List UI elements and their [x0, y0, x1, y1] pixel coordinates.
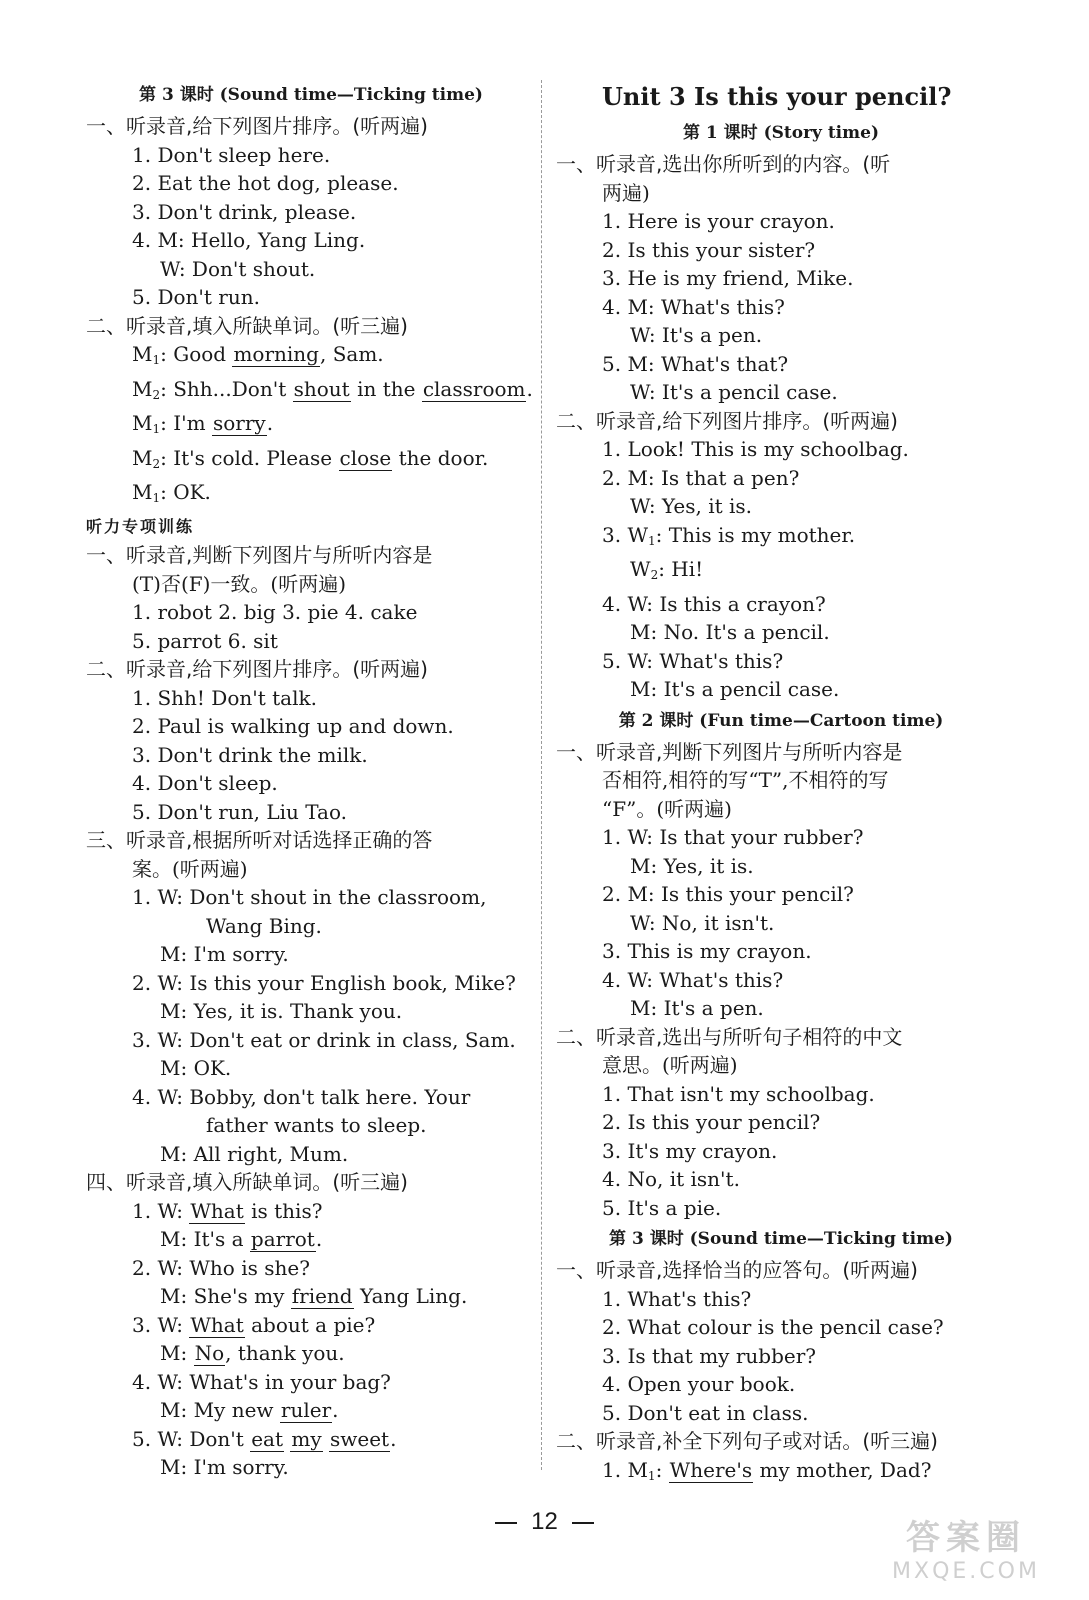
page-number-dash-right [572, 1522, 594, 1524]
text-segment: 1. M [602, 1457, 648, 1482]
text-segment: M: She's my [160, 1284, 291, 1308]
watermark-logo-text: 答案圈 [906, 1518, 1026, 1558]
text-segment: Yang Ling. [353, 1284, 468, 1308]
content-line: 1. Shh! Don't talk. [132, 685, 317, 710]
filled-blank: morning [233, 342, 319, 366]
text-segment: in the [350, 376, 422, 401]
content-line: 3. He is my friend, Mike. [602, 266, 854, 290]
content-line: 4. M: Hello, Yang Ling. [132, 228, 366, 252]
content-line: 2. Eat the hot dog, please. [132, 171, 399, 195]
text-segment: : Hi! [658, 557, 704, 581]
dialogue-line: M: I'm sorry. [160, 942, 289, 966]
content-line: 5. Don't run, Liu Tao. [132, 799, 347, 824]
speaker-subscript: 1 [152, 353, 161, 367]
content-line: 5. parrot 6. sit [132, 628, 278, 653]
text-segment: : This is my mother. [655, 522, 856, 547]
dialogue-line [86, 1339, 536, 1368]
text-segment: M: My new [160, 1398, 280, 1422]
content-line: 3. This is my crayon. [602, 939, 812, 963]
section-heading: 二、听录音,选出与所听句子相符的中文 [556, 1024, 903, 1049]
content-line: “F”。(听两遍) [602, 796, 732, 821]
speaker-subscript: 1 [152, 491, 161, 505]
content-line: (T)否(F)一致。(听两遍) [132, 571, 347, 596]
dialogue-line: W: Yes, it is. [630, 494, 753, 518]
special-training-heading: 听力专项训练 [86, 516, 195, 536]
section-heading: 三、听录音,根据所听对话选择正确的答 [86, 828, 433, 852]
text-segment: : It's cold. Please [160, 445, 339, 470]
content-line: 1. Look! This is my schoolbag. [602, 437, 909, 461]
dialogue-line [86, 1225, 536, 1254]
text-segment: the door. [392, 445, 489, 470]
content-line [86, 1197, 536, 1226]
filled-blank: eat [251, 1426, 283, 1451]
text-segment: : [655, 1457, 669, 1482]
unit-title: Unit 3 Is this your pencil? [602, 82, 952, 111]
content-line: 4. W: What's this? [602, 967, 784, 992]
content-line: 1. Don't sleep here. [132, 142, 331, 167]
content-line [556, 521, 1006, 556]
content-line: 3. It's my crayon. [602, 1138, 778, 1163]
content-line [86, 444, 536, 479]
content-line: 2. Paul is walking up and down. [132, 714, 454, 738]
content-line: 1. W: Don't shout in the classroom, [132, 885, 487, 909]
text-segment: M [132, 376, 153, 401]
content-line: 否相符,相符的写“T”,不相符的写 [602, 768, 889, 792]
content-line: 5. W: What's this? [602, 648, 784, 673]
dialogue-line: M: No. It's a pencil. [630, 620, 830, 644]
section-heading: 一、听录音,选择恰当的应答句。(听两遍) [556, 1258, 918, 1282]
content-line [556, 1456, 1006, 1491]
filled-blank: sorry [212, 411, 266, 435]
text-segment: 3. W: [132, 1312, 190, 1337]
text-segment: M: It's a [160, 1227, 250, 1251]
content-line: 4. W: What's in your bag? [132, 1369, 391, 1394]
filled-blank: friend [291, 1284, 353, 1308]
page-number-dash-left [495, 1522, 517, 1524]
text-segment: M: [160, 1341, 194, 1365]
column-divider [541, 80, 542, 1470]
dialogue-line: M: All right, Mum. [160, 1141, 349, 1166]
content-line: 2. M: Is that a pen? [602, 465, 800, 490]
text-segment: M [132, 342, 153, 366]
filled-blank: No [194, 1341, 225, 1365]
filled-blank: shout [293, 376, 350, 401]
text-segment: : I'm [160, 411, 212, 435]
filled-blank: sweet [329, 1426, 390, 1451]
filled-blank: What [190, 1198, 244, 1223]
dialogue-line: M: Yes, it is. Thank you. [160, 999, 403, 1023]
text-segment: , Sam. [319, 342, 384, 366]
content-line: 2. Is this your sister? [602, 237, 816, 262]
speaker-subscript: 1 [152, 422, 161, 436]
content-line: 4. M: What's this? [602, 294, 785, 319]
speaker-subscript: 1 [648, 533, 656, 548]
text-segment: M [132, 480, 153, 504]
speaker-subscript: 2 [152, 456, 161, 471]
dialogue-line: M: It's a pen. [630, 996, 764, 1020]
text-segment: my mother, Dad? [753, 1457, 932, 1482]
lesson-heading: 第 2 课时 (Fun time—Cartoon time) [618, 710, 944, 731]
dialogue-line: W: It's a pen. [630, 323, 763, 347]
text-segment: about a pie? [244, 1312, 376, 1337]
content-line: 3. Don't drink the milk. [132, 742, 368, 767]
content-line: 1. robot 2. big 3. pie 4. cake [132, 600, 418, 624]
dialogue-line [86, 1396, 536, 1425]
content-line [86, 409, 536, 444]
content-line [86, 375, 536, 410]
filled-blank: parrot [250, 1227, 315, 1251]
left-column [86, 78, 536, 1482]
content-line: 5. M: What's that? [602, 351, 789, 376]
content-line: 4. Don't sleep. [132, 771, 278, 795]
content-line [86, 478, 536, 513]
text-segment: M [132, 445, 153, 470]
continuation-line: father wants to sleep. [206, 1113, 427, 1137]
content-line: 4. W: Bobby, don't talk here. Your [132, 1084, 471, 1109]
section-heading: 四、听录音,填入所缺单词。(听三遍) [86, 1170, 408, 1194]
content-line: 1. Here is your crayon. [602, 209, 835, 233]
content-line [86, 1311, 536, 1340]
text-segment: 5. W: Don't [132, 1426, 251, 1451]
watermark-url: MXQE.COM [892, 1559, 1040, 1584]
speaker-subscript: 2 [152, 387, 161, 402]
text-segment: : Shh...Don't [160, 376, 293, 401]
section-heading: 二、听录音,填入所缺单词。(听三遍) [86, 313, 408, 338]
section-heading: 一、听录音,判断下列图片与所听内容是 [86, 543, 433, 567]
text-segment: . [332, 1398, 339, 1422]
content-line: 意思。(听两遍) [602, 1053, 738, 1077]
content-line: 3. Don't drink, please. [132, 199, 357, 224]
content-line [86, 340, 536, 375]
content-line: 5. It's a pie. [602, 1195, 722, 1220]
content-line: 4. No, it isn't. [602, 1167, 740, 1191]
section-heading: 一、听录音,选出你所听到的内容。(听 [556, 152, 891, 176]
content-line: 3. Is that my rubber? [602, 1343, 816, 1368]
text-segment: . [266, 411, 274, 435]
content-line [86, 1425, 536, 1454]
content-line: 2. W: Who is she? [132, 1255, 310, 1280]
dialogue-line: M: It's a pencil case. [630, 677, 840, 701]
lesson-heading: 第 1 课时 (Story time) [682, 123, 879, 143]
site-watermark [861, 1518, 1071, 1592]
section-heading: 二、听录音,给下列图片排序。(听两遍) [86, 657, 428, 681]
content-line: 5. Don't eat in class. [602, 1400, 809, 1425]
content-line: 2. Is this your pencil? [602, 1110, 821, 1134]
dialogue-line: M: OK. [160, 1056, 232, 1080]
dialogue-line: W: It's a pencil case. [630, 380, 838, 404]
page-number-text: 12 [531, 1508, 558, 1535]
speaker-subscript: 1 [647, 1468, 656, 1483]
dialogue-line [86, 1282, 536, 1311]
content-line: 3. W: Don't eat or drink in class, Sam. [132, 1027, 516, 1052]
lesson-heading: 第 3 课时 (Sound time—Ticking time) [609, 1229, 953, 1249]
text-segment: is this? [244, 1198, 323, 1223]
dialogue-line: W: No, it isn't. [630, 910, 775, 935]
filled-blank: close [339, 445, 392, 470]
content-line: 2. M: Is this your pencil? [602, 882, 854, 906]
content-line: 4. Open your book. [602, 1372, 796, 1396]
dialogue-line: M: Yes, it is. [630, 853, 754, 878]
text-segment: . [390, 1426, 397, 1451]
text-segment: . [526, 376, 533, 401]
text-segment: : Good [160, 342, 233, 366]
text-segment: . [315, 1227, 323, 1251]
filled-blank: my [291, 1426, 322, 1451]
text-segment: W [630, 557, 651, 581]
text-segment: : OK. [160, 480, 211, 504]
text-segment: , thank you. [225, 1341, 345, 1365]
content-line: 两遍) [602, 180, 650, 205]
filled-blank: classroom [422, 376, 526, 401]
dialogue-line: M: I'm sorry. [160, 1455, 289, 1479]
content-line: 案。(听两遍) [132, 856, 248, 881]
text-segment: M [132, 411, 153, 435]
section-heading: 二、听录音,给下列图片排序。(听两遍) [556, 408, 898, 433]
section-heading: 一、听录音,判断下列图片与所听内容是 [556, 739, 903, 764]
text-segment: 1. W: [132, 1198, 190, 1223]
content-line: 1. That isn't my schoolbag. [602, 1081, 875, 1106]
section-heading: 二、听录音,补全下列句子或对话。(听三遍) [556, 1429, 938, 1453]
dialogue-line [556, 555, 1006, 590]
speaker-subscript: 2 [650, 568, 659, 582]
dialogue-line: W: Don't shout. [160, 256, 316, 281]
text-segment: 3. W [602, 522, 648, 547]
content-line: 5. Don't run. [132, 285, 260, 309]
filled-blank: ruler [280, 1398, 332, 1422]
lesson-heading: 第 3 课时 (Sound time—Ticking time) [139, 85, 483, 105]
content-line: 1. What's this? [602, 1286, 752, 1311]
content-line: 2. What colour is the pencil case? [602, 1315, 944, 1339]
section-heading: 一、听录音,给下列图片排序。(听两遍) [86, 114, 428, 138]
filled-blank: Where's [669, 1457, 753, 1482]
content-line: 1. W: Is that your rubber? [602, 825, 864, 849]
right-column [556, 78, 1006, 1490]
content-line: 2. W: Is this your English book, Mike? [132, 970, 516, 995]
content-line: 4. W: Is this a crayon? [602, 591, 826, 616]
filled-blank: What [190, 1312, 244, 1337]
continuation-line: Wang Bing. [206, 913, 322, 938]
